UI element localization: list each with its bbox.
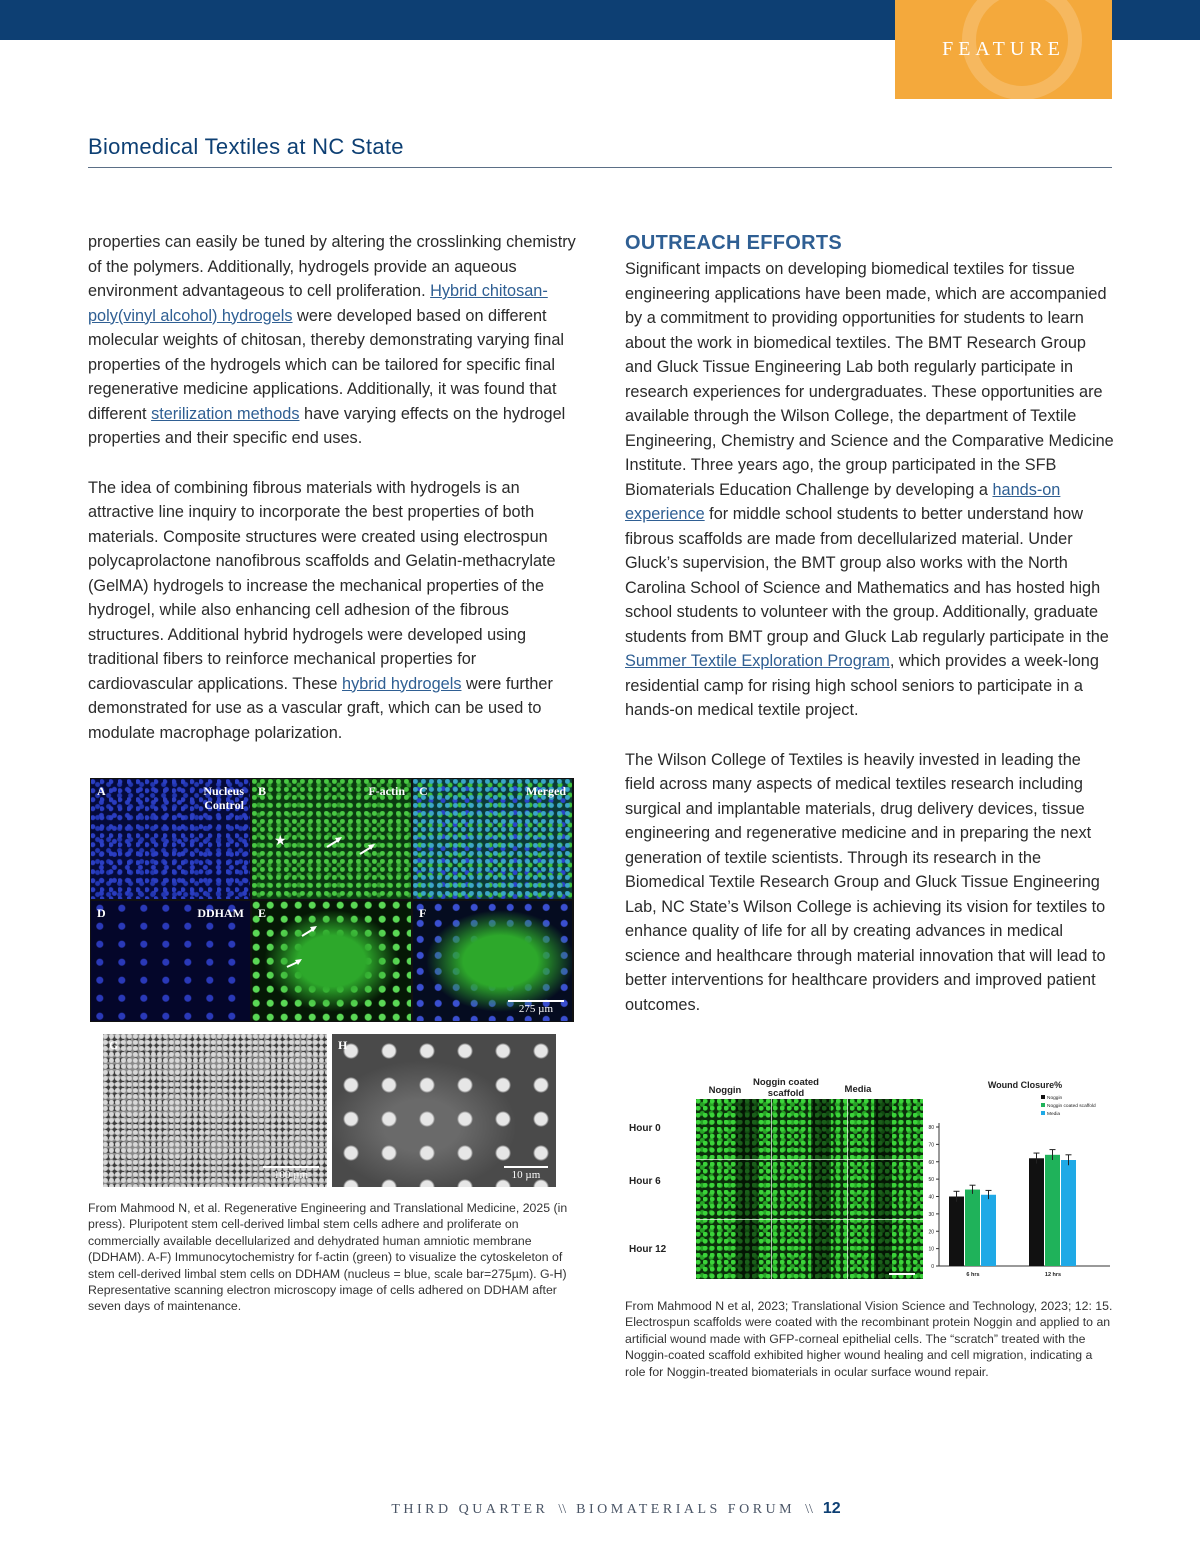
outreach-heading: OUTREACH EFFORTS: [625, 232, 843, 254]
page-footer: [0, 1500, 1200, 1518]
sterilization-methods-link[interactable]: sterilization methods: [151, 404, 300, 423]
footer-issue: THIRD QUARTER: [391, 1502, 549, 1517]
y-tick-label: 20: [928, 1229, 934, 1236]
bar: [981, 1195, 996, 1266]
left-paragraph-2: The idea of combining fibrous materials with hydrogels is an attractive line inquiry to incorporate the best properties of both materials. Composite structures were created using electrospun polycaprolactone nanofibrous scaffolds and Gelatin-methacrylate (GelMA) hydrogels to increase the mechanical properties of the hydrogel, while also enhancing cell adhesion of the fibrous structures. Additional hybrid hydrogels were developed using traditional fibers to reinforce mechanical properties for cardiovascular applications. These hybrid hydrogels were further demonstrated for use as a vascular graft, which can be used to modulate macrophage polarization.: [88, 478, 556, 742]
footer-separator: \\: [805, 1502, 813, 1517]
bar: [949, 1197, 964, 1267]
legend-swatch: [1041, 1111, 1045, 1115]
page-number: 12: [822, 1500, 841, 1517]
wound-image-grid: [696, 1099, 923, 1279]
right-column: [625, 230, 1115, 1042]
panel-e: E: [252, 901, 411, 1021]
hands-on-experience-link[interactable]: hands-on experience: [625, 480, 1061, 523]
y-tick-label: 80: [928, 1125, 934, 1131]
footer-separator: \\: [558, 1502, 567, 1517]
feature-tab: [895, 0, 1112, 99]
right-paragraph-1: Significant impacts on developing biomedical textiles for tissue engineering applications have been made, which are accompanied by a commitment to providing opportunities for students to learn about the work in biomedical textiles. The BMT Research Group and Gluck Tissue Engineering Lab both regularly participate in research experiences for undergraduates. These opportunities are available through the Wilson College, the department of Textile Engineering, Chemistry and Science and the Comparative Medicine Institute. Three years ago, the group participated in the SFB Biomaterials Education Challenge by developing a hands-on experience for middle school students to better understand how fibrous scaffolds are made from decellularized material. Under Gluck’s supervision, the BMT group also works with the North Carolina School of Science and Mathematics and has hosted high school students to volunteer with the group. Additionally, graduate students from BMT group and Gluck Lab regularly participate in the Summer Textile Exploration Program, which provides a week-long residential camp for rising high school seniors to participate in a hands-on medical textile project.: [625, 260, 1114, 719]
y-tick-label: 60: [928, 1159, 934, 1166]
x-tick-label: 12 hrs: [1044, 1272, 1062, 1278]
chart-title: Wound Closure%: [987, 1080, 1063, 1090]
arrow-annotations: [252, 901, 411, 1021]
scratch-region: [874, 1099, 892, 1279]
panel-d: D DDHAM: [91, 901, 250, 1021]
panel-a: A Nucleus Control: [91, 779, 250, 899]
microscopy-figure: [90, 778, 574, 1022]
row-label: Hour 12: [629, 1244, 667, 1255]
row-label: Hour 6: [629, 1176, 661, 1187]
y-tick-label: 70: [928, 1142, 934, 1149]
column-label: Noggin: [708, 1085, 742, 1096]
figure1-caption: From Mahmood N, et al. Regenerative Engineering and Translational Medicine, 2025 (in press). Pluripotent stem cell-derived limbal stem cells adhere and proliferate on commercially available decellularized and dehydrated human amniotic membrane (DDHAM). A-F) Immunocytochemistry for f-actin (green) to visualize the cytoskeleton of stem cell-derived limbal stem cells on DDHAM (nucleus = blue, scale bar=275µm). G-H) Representative scanning electron microscopy image of cells adhered on DDHAM after seven days of maintenance.: [88, 1201, 568, 1314]
y-tick-label: 40: [928, 1194, 934, 1201]
legend-swatch: [1041, 1095, 1045, 1099]
y-tick-label: 30: [928, 1211, 934, 1218]
legend-label: Noggin: [1047, 1096, 1063, 1101]
right-paragraph-2: The Wilson College of Textiles is heavily invested in leading the field across many aspects of medical textiles research including surgical and implantable materials, drug delivery devices, tissue engineering and regenerative medicine and in preparing the next generation of textile scientists. Through its research in the Biomedical Textile Research Group and Gluck Tissue Engineering Lab, NC State’s Wilson College is achieving its vision for textiles to enhance quality of life for all by creating advances in medical science and healthcare through material innovation that will lead to better interventions for healthcare providers and improved patient outcomes.: [625, 750, 1106, 1014]
wound-closure-chart: [905, 1075, 1115, 1285]
feature-label: FEATURE: [942, 38, 1065, 60]
panel-g: G 100 µm: [103, 1034, 327, 1187]
legend-label: Noggin coated scaffold: [1047, 1104, 1096, 1109]
scratch-region: [736, 1099, 758, 1279]
y-tick-label: 0: [931, 1264, 934, 1270]
panel-c: C Merged: [413, 779, 572, 899]
section-title: Biomedical Textiles at NC State: [88, 134, 404, 159]
bar: [1029, 1158, 1044, 1266]
scale-bar: 10 µm: [504, 1166, 548, 1181]
footer-publication: BIOMATERIALS FORUM: [576, 1502, 796, 1517]
bar: [1045, 1155, 1060, 1266]
svg-text:★: ★: [274, 832, 287, 848]
summer-textile-program-link[interactable]: Summer Textile Exploration Program: [625, 652, 890, 670]
section-divider: [88, 167, 1112, 168]
legend-label: Media: [1047, 1112, 1061, 1117]
sem-figure: [103, 1034, 558, 1187]
column-label: Noggin coated scaffold: [753, 1077, 819, 1099]
bar: [1061, 1160, 1076, 1266]
legend-swatch: [1041, 1103, 1045, 1107]
scale-bar: 275 µm: [508, 1000, 564, 1015]
scratch-region: [811, 1099, 831, 1279]
figure2-caption: From Mahmood N et al, 2023; Translational Vision Science and Technology, 2023; 12: 15. Electrospun scaffolds were coated with the recombinant protein Noggin and applied to an artificial wound made with GFP-corneal epithelial cells. The “scratch” treated with the Noggin-coated scaffold exhibited higher wound healing and cell migration, indicating a role for Noggin-treated biomaterials in ocular surface wound repair.: [625, 1299, 1113, 1379]
hybrid-chitosan-link[interactable]: Hybrid chitosan-poly(vinyl alcohol) hydrogels: [88, 282, 548, 325]
wound-closure-figure: [625, 1075, 1115, 1285]
left-paragraph-1: properties can easily be tuned by altering the crosslinking chemistry of the polymers. Additionally, hydrogels provide an aqueous environment advantageous to cell proliferation. Hybrid chitosan-poly(vinyl alcohol) hydrogels were developed based on different molecular weights of chitosan, thereby demonstrating varying final properties of the hydrogels which can be tailored for specific final regenerative medicine applications. Additionally, it was found that different sterilization methods have varying effects on the hydrogel properties and their specific end uses.: [88, 233, 576, 447]
y-tick-label: 50: [928, 1177, 934, 1184]
arrow-annotations: [252, 779, 411, 899]
hybrid-hydrogels-link[interactable]: hybrid hydrogels: [342, 674, 462, 693]
scale-bar: 100 µm: [263, 1166, 319, 1181]
panel-f: F 275 µm: [413, 901, 572, 1021]
column-label: Media: [844, 1084, 872, 1095]
bar: [965, 1190, 980, 1266]
row-label: Hour 0: [629, 1123, 661, 1134]
x-tick-label: 6 hrs: [966, 1272, 980, 1278]
left-column: [88, 230, 578, 770]
y-tick-label: 10: [928, 1246, 934, 1253]
panel-h: H 10 µm: [332, 1034, 556, 1187]
panel-b: B F-actin ★: [252, 779, 411, 899]
